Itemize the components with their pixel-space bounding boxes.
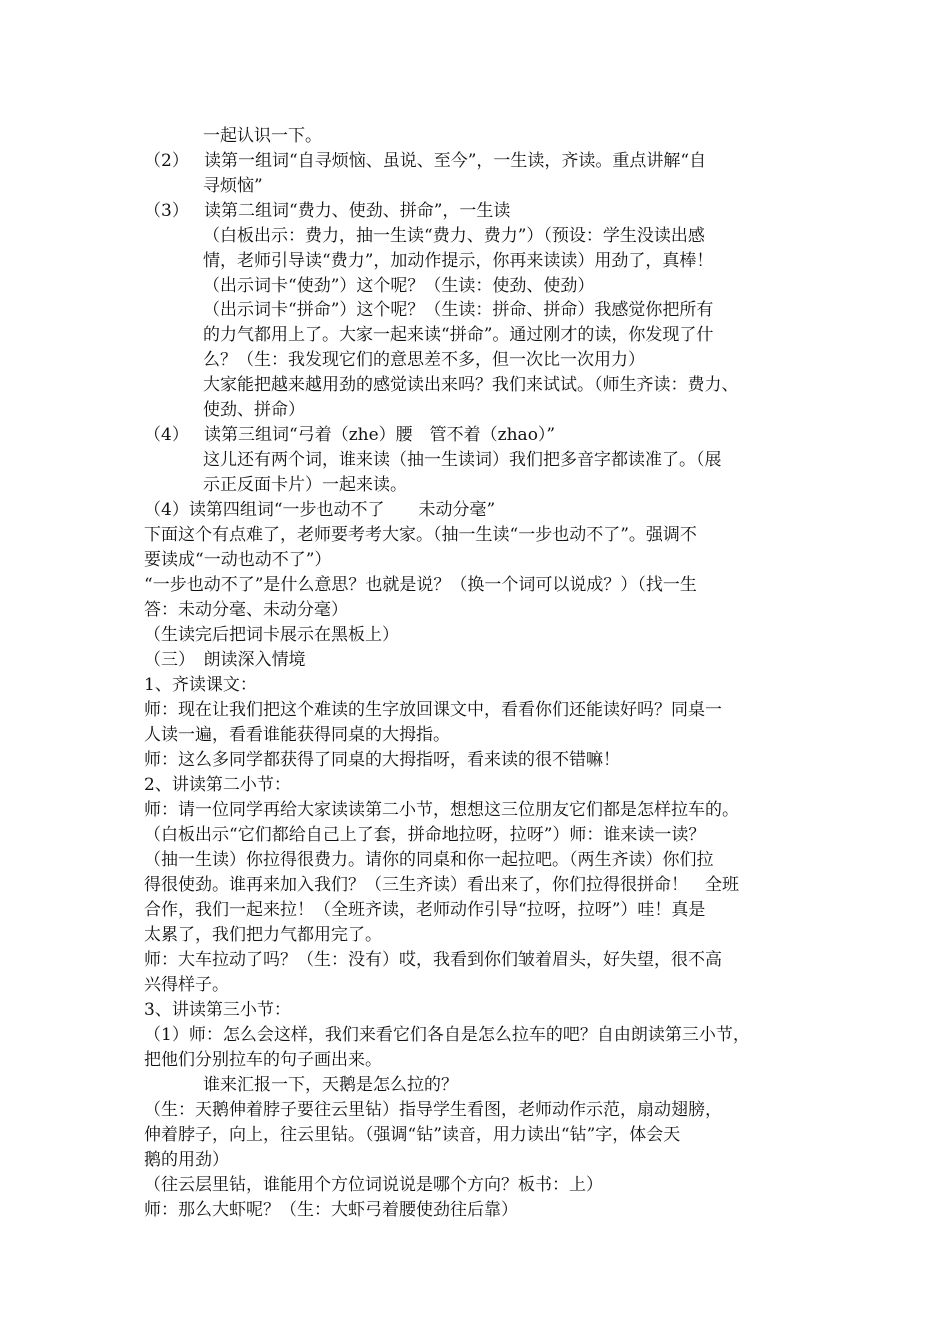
text-line: 2、讲读第二小节： (144, 775, 291, 795)
text-line: 要读成“一动也动不了”） (144, 550, 332, 570)
item-number: （3） (144, 201, 189, 221)
text-line: 人读一遍，看看谁能获得同桌的大拇指。 (144, 725, 450, 745)
text-line: 师：那么大虾呢？（生：大虾弓着腰使劲往后靠） (144, 1200, 518, 1220)
text-line: 得很使劲。谁再来加入我们？（三生齐读）看出来了，你们拉得很拼命！ 全班 (144, 875, 739, 895)
section-heading: （三） 朗读深入情境 (144, 650, 306, 670)
text-line: 谁来汇报一下，天鹅是怎么拉的？ (203, 1075, 458, 1095)
item-number: （2） (144, 151, 189, 171)
text-line: 使劲、拼命） (203, 400, 305, 420)
text-line: 1、齐读课文： (144, 675, 257, 695)
text-line: （白板出示“它们都给自己上了套，拼命地拉呀，拉呀”）师：谁来读一读？ (144, 825, 706, 845)
text-line: 伸着脖子，向上，往云里钻。（强调“钻”读音，用力读出“钻”字，体会天 (144, 1125, 681, 1145)
text-line: 师：现在让我们把这个难读的生字放回课文中，看看你们还能读好吗？同桌一 (144, 700, 722, 720)
text-line: 师：大车拉动了吗？（生：没有）哎，我看到你们皱着眉头，好失望，很不高 (144, 950, 722, 970)
text-line: （抽一生读）你拉得很费力。请你的同桌和你一起拉吧。（两生齐读）你们拉 (144, 850, 714, 870)
text-line: 么？（生：我发现它们的意思差不多，但一次比一次用力） (203, 350, 645, 370)
text-line: “一步也动不了”是什么意思？也就是说？（换一个词可以说成？）（找一生 (144, 575, 697, 595)
text-line: 把他们分别拉车的句子画出来。 (144, 1050, 382, 1070)
text-line: （生读完后把词卡展示在黑板上） (144, 625, 399, 645)
text-line: （白板出示：费力，抽一生读“费力、费力”）（预设：学生没读出感 (203, 226, 705, 246)
text-line: 鹅的用劲） (144, 1150, 229, 1170)
text-line: （4） 读第三组词“弓着（zhe）腰 管不着（zhao）” (144, 423, 555, 448)
text-line: 一起认识一下。 (203, 126, 322, 146)
text-line: 下面这个有点难了，老师要考考大家。（抽一生读“一步也动不了”。强调不 (144, 525, 697, 545)
text-line: 合作，我们一起来拉！（全班齐读，老师动作引导“拉呀，拉呀”）哇！真是 (144, 900, 706, 920)
text-line: 答：未动分毫、未动分毫） (144, 600, 348, 620)
text-line: 情，老师引导读“费力”，加动作提示，你再来读读）用劲了，真棒！ (203, 251, 714, 271)
text-line: （1）师：怎么会这样，我们来看它们各自是怎么拉车的吧？自由朗读第三小节， (144, 1025, 750, 1045)
text-line: （往云层里钻，谁能用个方位词说说是哪个方向？板书：上） (144, 1175, 603, 1195)
text-line: （出示词卡“使劲”）这个呢？（生读：使劲、使劲） (203, 276, 595, 296)
text-line: （生：天鹅伸着脖子要往云里钻）指导学生看图，老师动作示范，扇动翅膀， (144, 1100, 722, 1120)
item-number: （4） (144, 425, 189, 445)
text-line: 的力气都用上了。大家一起来读“拼命”。通过刚才的读，你发现了什 (203, 325, 714, 345)
text-line: 太累了，我们把力气都用完了。 (144, 925, 382, 945)
text-line: （2） 读第一组词“自寻烦恼、虽说、至今”，一生读，齐读。重点讲解“自 (144, 149, 706, 174)
text-line: 大家能把越来越用劲的感觉读出来吗？我们来试试。（师生齐读：费力、 (203, 375, 739, 395)
text-line: 师：请一位同学再给大家读读第二小节，想想这三位朋友它们都是怎样拉车的。 (144, 800, 739, 820)
text-line: 兴得样子。 (144, 975, 229, 995)
text-line: （3） 读第二组词“费力、使劲、拼命”，一生读 (144, 199, 510, 224)
text-line: 师：这么多同学都获得了同桌的大拇指呀，看来读的很不错嘛！ (144, 750, 620, 770)
text-line: （出示词卡“拼命”）这个呢？（生读：拼命、拼命）我感觉你把所有 (203, 300, 714, 320)
text-line: 3、讲读第三小节： (144, 1000, 291, 1020)
text-line: 寻烦恼” (203, 176, 263, 196)
text-line: （4）读第四组词“一步也动不了 未动分毫” (144, 500, 496, 520)
text-line: 示正反面卡片）一起来读。 (203, 475, 407, 495)
text-line: 这儿还有两个词，谁来读（抽一生读词）我们把多音字都读准了。（展 (203, 450, 722, 470)
